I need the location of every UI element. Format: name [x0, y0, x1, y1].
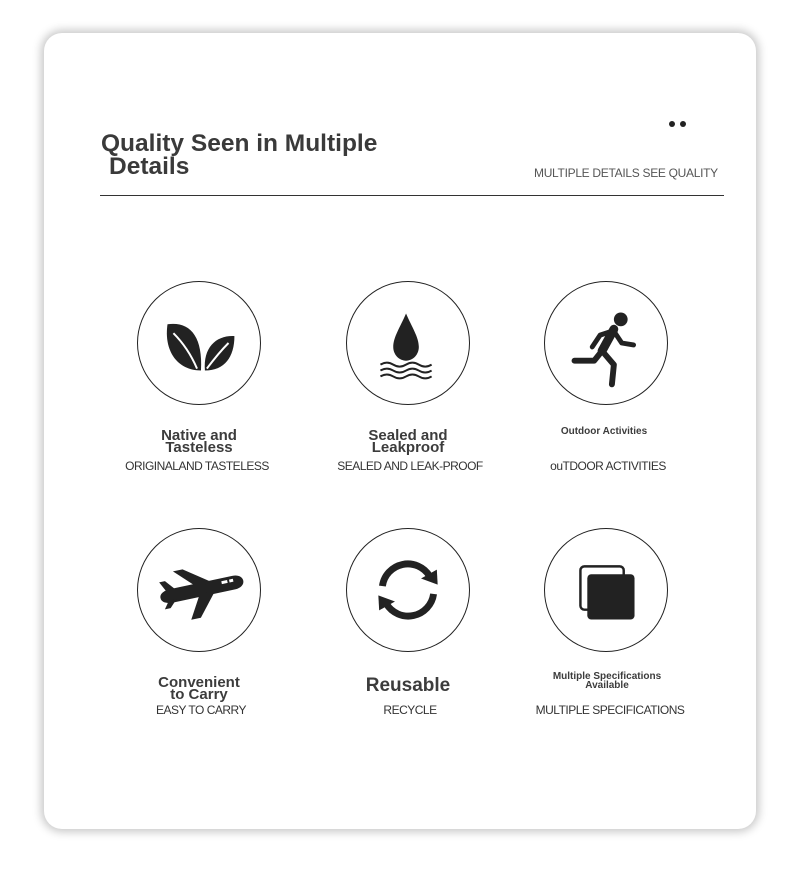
feature-title-specifications: Multiple Specifications Available — [552, 671, 662, 691]
recycle-arrows-icon-circle — [346, 528, 470, 652]
feature-subtitle-outdoor: ouTDOOR ACTIVITIES — [550, 459, 666, 473]
feature-title-native: Native and Tasteless — [161, 427, 237, 456]
feature-title-reusable: Reusable — [365, 675, 451, 696]
title-line-1: Quality Seen in Multiple — [101, 130, 378, 157]
leaf-icon-circle — [137, 281, 261, 405]
dots-icon — [669, 121, 691, 129]
leaf-icon — [138, 282, 260, 404]
page-subtitle: MULTIPLE DETAILS SEE QUALITY — [534, 166, 718, 180]
feature-subtitle-native: ORIGINALAND TASTELESS — [125, 459, 269, 473]
feature-title-sealed: Sealed and Leakproof — [368, 427, 448, 456]
airplane-icon-circle — [137, 528, 261, 652]
running-person-icon — [545, 282, 667, 404]
title-line-2: Details — [109, 153, 190, 180]
page-title — [101, 132, 377, 178]
running-person-icon-circle — [544, 281, 668, 405]
feature-subtitle-sealed: SEALED AND LEAK-PROOF — [337, 459, 483, 473]
feature-title-outdoor: Outdoor Activities — [560, 426, 648, 437]
water-drop-icon-circle — [346, 281, 470, 405]
water-drop-icon — [347, 282, 469, 404]
airplane-icon — [138, 529, 260, 651]
header-divider — [100, 195, 724, 196]
feature-subtitle-convenient: EASY TO CARRY — [156, 703, 246, 717]
recycle-arrows-icon — [347, 529, 469, 651]
feature-title-convenient: Convenient to Carry — [158, 674, 240, 703]
stacked-squares-icon — [545, 529, 667, 651]
stacked-squares-icon-circle — [544, 528, 668, 652]
feature-subtitle-reusable: RECYCLE — [383, 703, 437, 717]
feature-subtitle-specifications: MULTIPLE SPECIFICATIONS — [535, 703, 685, 717]
